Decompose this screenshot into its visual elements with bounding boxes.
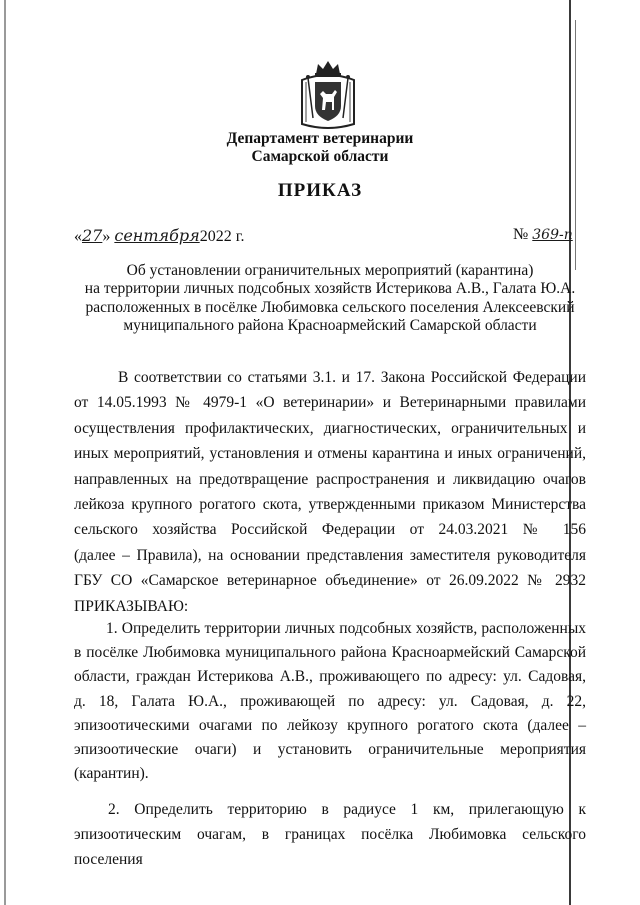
item1-line-3: области, граждан Истерикова А.В., проживающего по адресу: ул. Садовая, xyxy=(74,668,586,686)
org-name-line1: Департамент ветеринарии xyxy=(226,130,414,147)
samara-region-coat-of-arms-icon xyxy=(296,58,360,132)
preamble-line-6: лейкоза крупного рогатого скота, утвержденными приказом Министерства xyxy=(74,496,586,513)
preamble-line-10: ПРИКАЗЫВАЮ: xyxy=(74,597,189,615)
subject-line-1: Об установлении ограничительных мероприятий (карантина) xyxy=(126,262,534,279)
document-date xyxy=(74,226,244,246)
subject-line-3: расположенных в посёлке Любимовка сельского поселения Алексеевский xyxy=(85,299,575,316)
date-year: 2022 г. xyxy=(199,228,245,245)
item1-line-1: 1. Определить территории личных подсобных хозяйств, расположенных xyxy=(106,620,586,637)
preamble-line-7: сельского хозяйства Российской Федерации от 24.03.2021 № 156 xyxy=(74,521,586,539)
preamble-line-1: В соответствии со статьями 3.1. и 17. Закона Российской Федерации xyxy=(118,369,586,386)
date-month: сентября xyxy=(114,226,200,245)
document-title: ПРИКАЗ xyxy=(277,180,363,201)
document-number xyxy=(513,226,573,244)
item2-line-1: 2. Определить территорию в радиусе 1 км, прилегающую к xyxy=(108,801,586,818)
date-quote-open: « xyxy=(74,228,82,245)
item1-line-5: эпизоотическими очагами по лейкозу крупного рогатого скота (далее – xyxy=(74,716,586,734)
item1-line-6: эпизоотические очаги) и установить ограничительные мероприятия xyxy=(74,741,586,758)
preamble-line-5: направленных на предотвращение распространения и ликвидацию очагов xyxy=(74,470,586,488)
number-value: 369-п xyxy=(532,227,573,243)
item1-line-4: д. 18, Галата Ю.А., проживающей по адресу: ул. Садовая, д. 22, xyxy=(74,692,586,710)
subject-line-2: на территории личных подсобных хозяйств Истерикова А.В., Галата Ю.А. xyxy=(84,280,576,297)
subject-line-4: муниципального района Красноармейский Самарской области xyxy=(123,317,537,334)
date-day: 27 xyxy=(82,226,103,245)
preamble-line-9: ГБУ СО «Самарское ветеринарное объединение» от 26.09.2022 № 2932 xyxy=(74,572,586,590)
date-quote-close: » xyxy=(102,228,111,245)
number-label: № xyxy=(513,226,529,243)
item1-line-7: (карантин). xyxy=(74,765,149,783)
item2-line-2: эпизоотическим очагам, в границах посёлка Любимовка сельского поселения xyxy=(74,825,586,868)
item1-line-2: в посёлке Любимовка муниципального района Красноармейский Самарской xyxy=(74,644,586,662)
preamble-line-2: от 14.05.1993 № 4979-1 «О ветеринарии» и Ветеринарными правилами xyxy=(74,394,586,412)
preamble-line-4: иных мероприятий, установления и отмены карантина и иных ограничений, xyxy=(74,445,586,463)
org-name-line2: Самарской области xyxy=(251,148,389,165)
preamble-line-3: осуществления профилактических, диагностических, ограничительных и xyxy=(74,419,586,437)
preamble-line-8: (далее – Правила), на основании представления заместителя руководителя xyxy=(74,546,586,564)
